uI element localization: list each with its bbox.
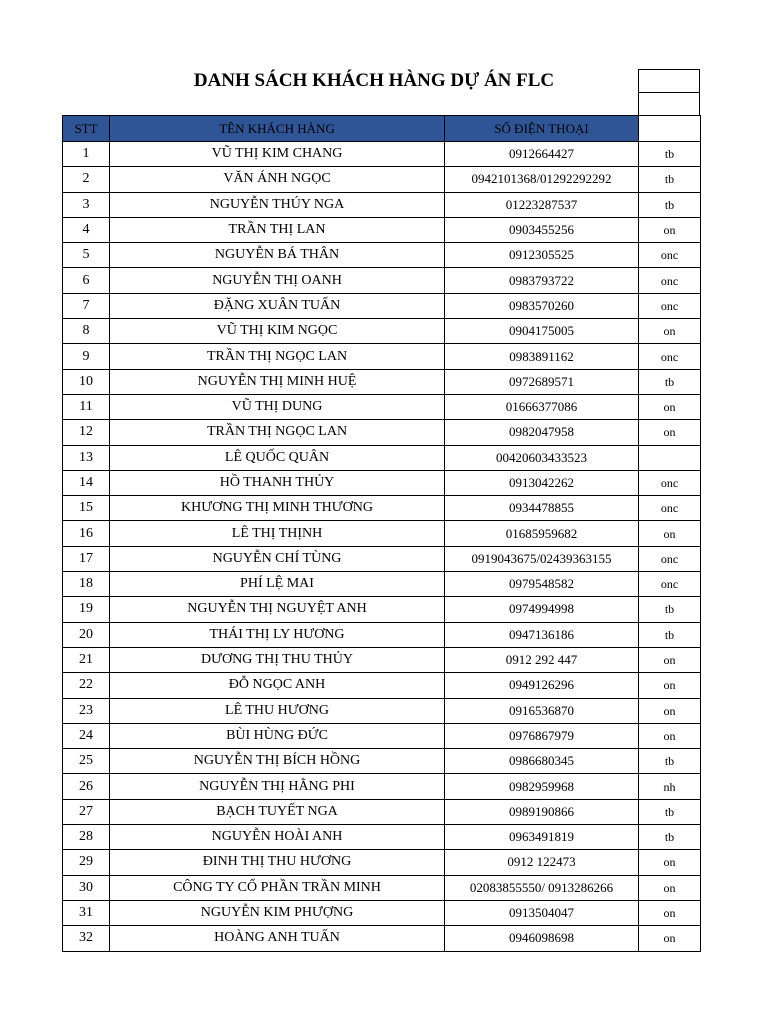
row-stt-cell: 29 [63,850,110,875]
row-stt-cell: 7 [63,293,110,318]
row-stt-cell: 21 [63,647,110,672]
customer-name-cell: KHƯƠNG THỊ MINH THƯƠNG [110,496,445,521]
table-row [63,496,701,521]
customer-name-cell: NGUYỄN THỊ NGUYỆT ANH [110,597,445,622]
customer-name-cell: TRẦN THỊ NGỌC LAN [110,420,445,445]
phone-number-cell: 0979548582 [445,572,639,597]
header-customer-name: TÊN KHÁCH HÀNG [110,116,445,142]
status-cell: onc [639,546,701,571]
customer-name-cell: NGUYỄN BÁ THÂN [110,243,445,268]
phone-number-cell: 0913504047 [445,900,639,925]
status-cell: onc [639,496,701,521]
phone-number-cell: 0903455256 [445,217,639,242]
phone-number-cell: 0983891162 [445,344,639,369]
header-stt: STT [63,116,110,142]
status-cell: tb [639,749,701,774]
row-stt-cell: 12 [63,420,110,445]
table-row [63,850,701,875]
phone-number-cell: 01666377086 [445,394,639,419]
customer-name-cell: NGUYỄN THỊ OANH [110,268,445,293]
empty-cell-top-2 [638,92,700,116]
customer-name-cell: TRẦN THỊ LAN [110,217,445,242]
status-cell: on [639,723,701,748]
table-row [63,926,701,951]
customer-name-cell: NGUYỄN THỊ MINH HUỆ [110,369,445,394]
table-row [63,521,701,546]
customer-name-cell: ĐINH THỊ THU HƯƠNG [110,850,445,875]
table-row [63,647,701,672]
status-cell: on [639,698,701,723]
customer-name-cell: NGUYỄN THÚY NGA [110,192,445,217]
customer-name-cell: HỒ THANH THỦY [110,470,445,495]
row-stt-cell: 25 [63,749,110,774]
table-row [63,825,701,850]
customer-name-cell: LÊ THỊ THỊNH [110,521,445,546]
phone-number-cell: 0976867979 [445,723,639,748]
status-cell: tb [639,825,701,850]
table-row [63,597,701,622]
table-row [63,572,701,597]
phone-number-cell: 0912 292 447 [445,647,639,672]
table-row [63,217,701,242]
row-stt-cell: 27 [63,799,110,824]
row-stt-cell: 14 [63,470,110,495]
row-stt-cell: 3 [63,192,110,217]
customer-name-cell: NGUYỄN CHÍ TÙNG [110,546,445,571]
phone-number-cell: 0983793722 [445,268,639,293]
row-stt-cell: 23 [63,698,110,723]
customer-name-cell: VŨ THỊ KIM NGỌC [110,319,445,344]
phone-number-cell: 0942101368/01292292292 [445,167,639,192]
phone-number-cell: 0986680345 [445,749,639,774]
customer-name-cell: ĐẶNG XUÂN TUẤN [110,293,445,318]
status-cell: onc [639,572,701,597]
row-stt-cell: 2 [63,167,110,192]
row-stt-cell: 9 [63,344,110,369]
row-stt-cell: 28 [63,825,110,850]
customer-table [62,115,701,952]
document-title: DANH SÁCH KHÁCH HÀNG DỰ ÁN FLC [193,70,555,91]
table-row [63,420,701,445]
row-stt-cell: 10 [63,369,110,394]
phone-number-cell: 0934478855 [445,496,639,521]
phone-number-cell: 02083855550/ 0913286266 [445,875,639,900]
customer-name-cell: ĐỖ NGỌC ANH [110,673,445,698]
phone-number-cell: 01223287537 [445,192,639,217]
table-row [63,192,701,217]
customer-name-cell: PHÍ LỆ MAI [110,572,445,597]
header-phone-number: SỐ ĐIỆN THOẠI [445,116,639,142]
row-stt-cell: 32 [63,926,110,951]
status-cell: onc [639,344,701,369]
table-row [63,394,701,419]
row-stt-cell: 4 [63,217,110,242]
status-cell: on [639,319,701,344]
phone-number-cell: 0916536870 [445,698,639,723]
status-cell: tb [639,167,701,192]
phone-number-cell: 0974994998 [445,597,639,622]
table-row [63,622,701,647]
row-stt-cell: 30 [63,875,110,900]
table-header-row [63,116,701,142]
phone-number-cell: 0919043675/02439363155 [445,546,639,571]
status-cell: on [639,850,701,875]
row-stt-cell: 17 [63,546,110,571]
customer-name-cell: CÔNG TY CỔ PHẦN TRẦN MINH [110,875,445,900]
customer-name-cell: BÙI HÙNG ĐỨC [110,723,445,748]
row-stt-cell: 8 [63,319,110,344]
phone-number-cell: 0982959968 [445,774,639,799]
status-cell: tb [639,142,701,167]
table-row [63,319,701,344]
row-stt-cell: 13 [63,445,110,470]
row-stt-cell: 20 [63,622,110,647]
status-cell: nh [639,774,701,799]
customer-name-cell: NGUYỄN THỊ HẰNG PHI [110,774,445,799]
table-row [63,546,701,571]
customer-name-cell: THÁI THỊ LY HƯƠNG [110,622,445,647]
row-stt-cell: 26 [63,774,110,799]
row-stt-cell: 24 [63,723,110,748]
table-row [63,749,701,774]
phone-number-cell: 0989190866 [445,799,639,824]
status-cell: tb [639,622,701,647]
phone-number-cell: 0947136186 [445,622,639,647]
customer-name-cell: NGUYỄN KIM PHƯỢNG [110,900,445,925]
status-cell [639,445,701,470]
status-cell: tb [639,799,701,824]
phone-number-cell: 0963491819 [445,825,639,850]
phone-number-cell: 0913042262 [445,470,639,495]
customer-name-cell: DƯƠNG THỊ THU THỦY [110,647,445,672]
status-cell: onc [639,243,701,268]
status-cell: on [639,926,701,951]
row-stt-cell: 11 [63,394,110,419]
row-stt-cell: 18 [63,572,110,597]
status-cell: on [639,900,701,925]
row-stt-cell: 16 [63,521,110,546]
status-cell: onc [639,293,701,318]
phone-number-cell: 0949126296 [445,673,639,698]
table-row [63,470,701,495]
status-cell: on [639,875,701,900]
table-row [63,142,701,167]
status-cell: tb [639,597,701,622]
table-row [63,268,701,293]
status-cell: tb [639,192,701,217]
table-row [63,723,701,748]
customer-name-cell: BẠCH TUYẾT NGA [110,799,445,824]
phone-number-cell: 0972689571 [445,369,639,394]
phone-number-cell: 0904175005 [445,319,639,344]
customer-name-cell: VŨ THỊ DUNG [110,394,445,419]
table-row [63,673,701,698]
phone-number-cell: 0912305525 [445,243,639,268]
status-cell: onc [639,268,701,293]
status-cell: on [639,647,701,672]
phone-number-cell: 00420603433523 [445,445,639,470]
row-stt-cell: 19 [63,597,110,622]
customer-name-cell: LÊ THU HƯƠNG [110,698,445,723]
row-stt-cell: 15 [63,496,110,521]
status-cell: on [639,521,701,546]
table-row [63,900,701,925]
status-cell: on [639,394,701,419]
customer-name-cell: HOÀNG ANH TUẤN [110,926,445,951]
phone-number-cell: 0912 122473 [445,850,639,875]
status-cell: on [639,673,701,698]
table-body [63,142,701,952]
customer-name-cell: NGUYỄN HOÀI ANH [110,825,445,850]
table-row [63,167,701,192]
empty-cell-top-1 [638,69,700,93]
customer-name-cell: VĂN ÁNH NGỌC [110,167,445,192]
customer-name-cell: TRẦN THỊ NGỌC LAN [110,344,445,369]
table-row [63,698,701,723]
row-stt-cell: 31 [63,900,110,925]
table-row [63,293,701,318]
row-stt-cell: 6 [63,268,110,293]
row-stt-cell: 1 [63,142,110,167]
phone-number-cell: 0946098698 [445,926,639,951]
status-cell: tb [639,369,701,394]
table-row [63,875,701,900]
table-row [63,369,701,394]
phone-number-cell: 0912664427 [445,142,639,167]
customer-name-cell: LÊ QUỐC QUÂN [110,445,445,470]
row-stt-cell: 5 [63,243,110,268]
status-cell: onc [639,470,701,495]
table-row [63,243,701,268]
status-cell: on [639,217,701,242]
table-row [63,445,701,470]
header-empty-cell [639,116,701,142]
phone-number-cell: 01685959682 [445,521,639,546]
table-row [63,799,701,824]
status-cell: on [639,420,701,445]
customer-name-cell: NGUYỄN THỊ BÍCH HỒNG [110,749,445,774]
customer-name-cell: VŨ THỊ KIM CHANG [110,142,445,167]
phone-number-cell: 0982047958 [445,420,639,445]
table-row [63,344,701,369]
phone-number-cell: 0983570260 [445,293,639,318]
row-stt-cell: 22 [63,673,110,698]
table-row [63,774,701,799]
